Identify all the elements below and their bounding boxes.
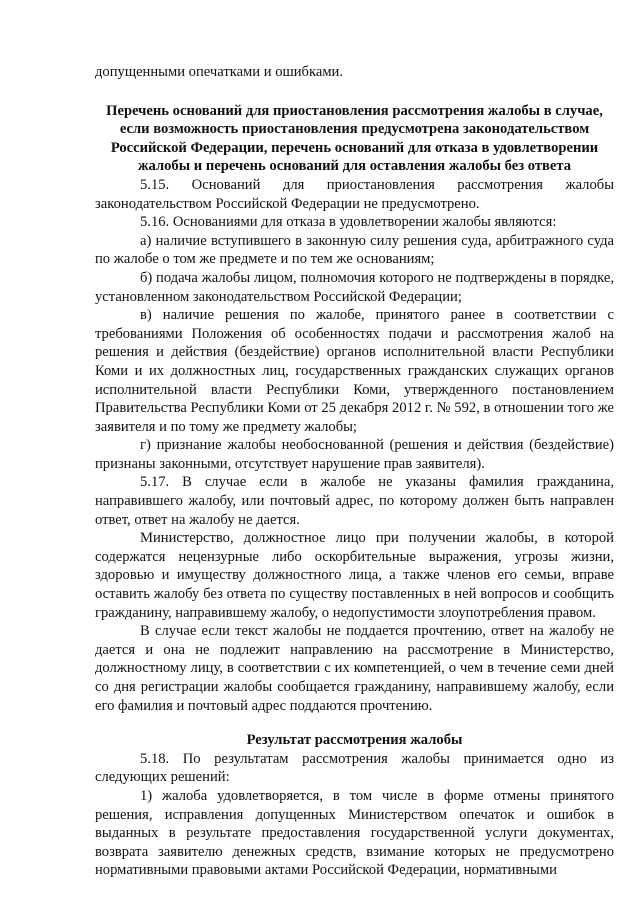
section2-heading: Результат рассмотрения жалобы [246, 732, 463, 749]
paragraph-unreadable: В случае если текст жалобы не поддается прочтению, ответ на жалобу не дается и она не подлежит направлению на рассмотрение в Министерство, должностному лицу, в соответствии с их компетенцией, о чем в течение семи дней со дня регистрации жалобы сообщается гражданину, направившему жалобу, если его фамилия и почтовый адрес поддаются прочтению. [95, 623, 614, 714]
document-page [95, 63, 614, 880]
section1-body [95, 176, 614, 715]
paragraph-ministry: Министерство, должностное лицо при получении жалобы, в которой содержатся нецензурные либо оскорбительные выражения, угрозы жизни, здоровью и имуществу должностного лица, а также членов его семьи, вправе оставить жалобу без ответа по существу поставленных в ней вопросов и сообщить гражданину, направившему жалобу, о недопустимости злоупотребления правом. [95, 530, 614, 621]
paragraph-5-16: 5.16. Основаниями для отказа в удовлетворении жалобы являются: [140, 214, 557, 231]
paragraph-5-18: 5.18. По результатам рассмотрения жалобы принимается одно из следующих решений: [95, 750, 614, 786]
section1-heading-line: жалобы и перечень оснований для оставления жалобы без ответа [137, 158, 572, 175]
lead-line: допущенными опечатками и ошибками. [95, 64, 344, 80]
section1-heading-line: если возможность приостановления предусмотрена законодательством [119, 121, 590, 138]
section2-body [95, 750, 614, 880]
paragraph-item-v: в) наличие решения по жалобе, принятого ранее в соответствии с требованиями Положения об особенностях подачи и рассмотрения жалоб на решения и действия (бездействие) органов исполнительной власти Республики Коми и их должностных лиц, государственных гражданских служащих органов исполнительной власти Республики Коми, утвержденного постановлением Правительства Республики Коми от 25 декабря 2012 г. № 592, в отношении того же заявителя и по тому же предмету жалобы; [95, 307, 614, 435]
paragraph-decision-1: 1) жалоба удовлетворяется, в том числе в форме отмены принятого решения, исправления допущенных Министерством опечаток и ошибок в выданных в результате предоставления государственной услуги документах, возврата заявителю денежных средств, взимание которых не предусмотрено нормативными правовыми актами Российской Федерации, нормативными [95, 787, 614, 879]
paragraph-item-g: г) признание жалобы необоснованной (решения и действия (бездействие) признаны законными, отсутствует нарушение прав заявителя). [95, 437, 614, 472]
paragraph-5-15: 5.15. Оснований для приостановления рассмотрения жалобы законодательством Российской Федерации не предусмотрено. [95, 176, 614, 212]
section1-heading-line: Российской Федерации, перечень оснований для отказа в удовлетворении [110, 139, 599, 156]
section1-heading-line: Перечень оснований для приостановления рассмотрения жалобы в случае, [106, 102, 603, 119]
paragraph-item-a: а) наличие вступившего в законную силу решения суда, арбитражного суда по жалобе о том же предмете и по тем же основаниям; [95, 232, 614, 268]
paragraph-item-b: б) подача жалобы лицом, полномочия которого не подтверждены в порядке, установленном законодательством Российской Федерации; [95, 269, 614, 305]
section1-heading [95, 102, 614, 176]
paragraph-5-17: 5.17. В случае если в жалобе не указаны фамилия гражданина, направившего жалобу, или почтовый адрес, по которому должен быть направлен ответ, ответ на жалобу не дается. [95, 474, 614, 528]
